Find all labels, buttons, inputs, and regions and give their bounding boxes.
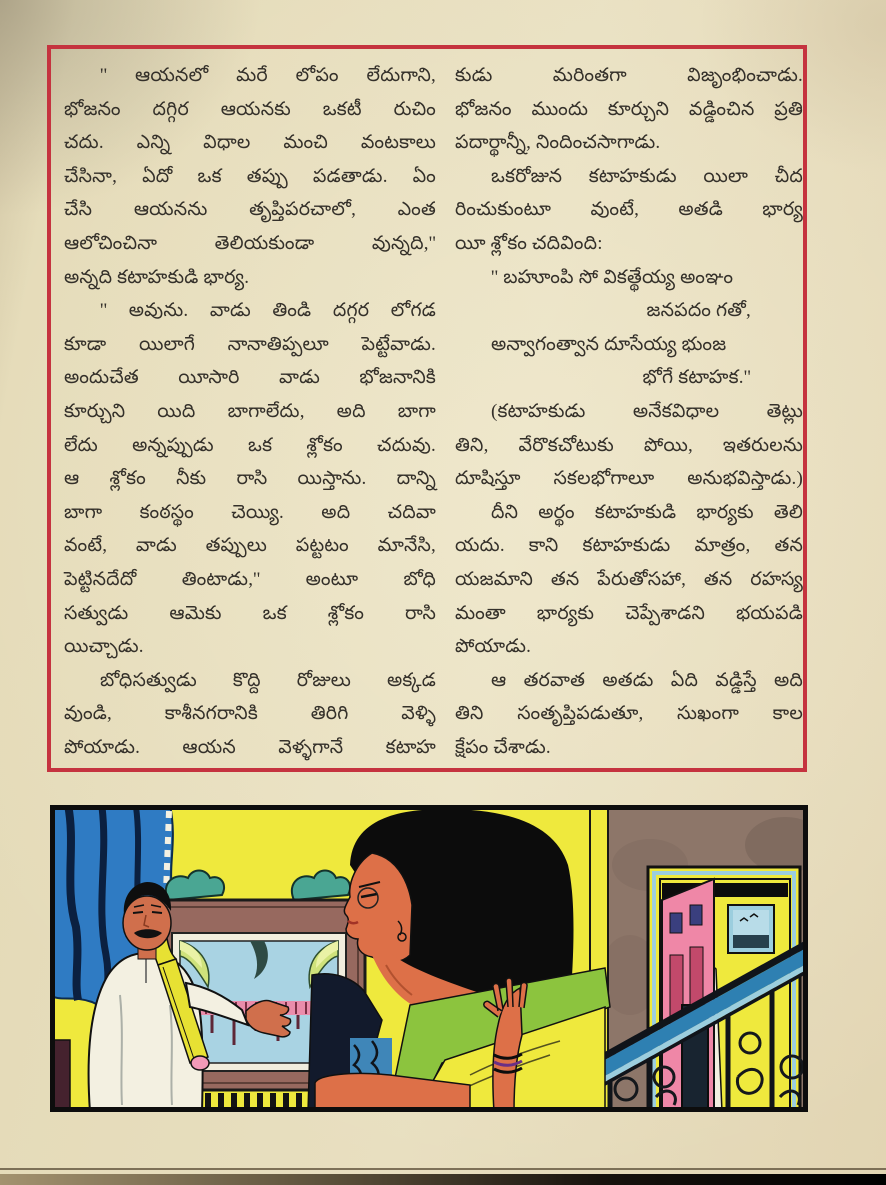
story-text-line: '' అవును. వాడు తిండి దగ్గర లోగడ [100, 300, 436, 322]
story-text-line: వుండి, కాశీనగరానికి తిరిగి వెళ్ళి [64, 703, 436, 725]
story-text-line: లేదు అన్నప్పుడు ఒక శ్లోకం చదువు. [64, 434, 436, 456]
story-column-right [455, 59, 803, 764]
story-text-line: దూషిస్తూ సకలభోగాలూ అనుభవిస్తాడు.) [455, 468, 803, 490]
story-text-line: జనపదం గతో, [646, 300, 751, 322]
story-text-line: యిచ్చాడు. [64, 636, 144, 658]
story-text-line: చేసి ఆయనను తృప్తిపరచాలో, ఎంత [64, 199, 436, 221]
story-text-box [47, 45, 807, 772]
story-text-line: పదార్థాన్నీ, నిందించసాగాడు. [455, 132, 661, 154]
story-text-line: యజమాని తన పేరుతోసహా, తన రహస్య [455, 568, 803, 590]
story-column-left [64, 59, 436, 764]
story-text-line: బాగా కంఠస్థం చెయ్యి. అది చదివా [64, 501, 436, 523]
wall-picture [728, 905, 774, 953]
story-text-line: మంతా భార్యకు చెప్పేశాడని భయపడి [455, 602, 803, 624]
story-text-line: దీని అర్థం కటాహకుడి భార్యకు తెలి [491, 501, 803, 523]
story-text-line: అన్నది కటాహకుడి భార్య. [64, 266, 250, 288]
story-text-line: కూర్చుని యిది బాగాలేదు, అది బాగా [64, 400, 436, 422]
story-text-line: ఆలోచించినా తెలియకుండా వున్నది,'' [64, 232, 436, 254]
story-text-line: యీ శ్లోకం చదివింది: [455, 232, 603, 254]
page-bottom-edge [0, 1174, 886, 1185]
story-text-line: పెట్టినదేదో తింటాడు,'' అంటూ బోధి [64, 568, 436, 590]
story-text-line: యదు. కాని కటాహకుడు మాత్రం, తన [455, 535, 803, 557]
story-text-line: తిని, వేరొకచోటుకు పోయి, ఇతరులను [455, 434, 803, 456]
story-text-line: పోయాడు. ఆయన వెళ్ళగానే కటాహ [64, 736, 436, 758]
story-text-line: '' బహూంపి సో వికత్థేయ్య అంఞం [491, 266, 734, 288]
story-text-line: కుడు మరింతగా విజృంభించాడు. [455, 65, 803, 86]
story-text-line: భోజనం ముందు కూర్చుని వడ్డించిన ప్రతి [455, 98, 803, 120]
story-text-line: ఆ తరవాత అతడు ఏది వడ్డిస్తే అది [491, 669, 803, 691]
story-text-line: కూడా యిలాగే నానాతిప్పలూ పెట్టేవాడు. [64, 333, 436, 355]
story-text-line: అన్వాగంత్వాన దూసేయ్య భుంజ [491, 333, 727, 355]
pink-cup [191, 1056, 209, 1070]
story-text-line: తిని సంతృప్తిపడుతూ, సుఖంగా కాల [455, 703, 803, 725]
story-text-line: రించుకుంటూ వుంటే, అతడి భార్య [455, 199, 803, 221]
story-text-line: '' ఆయనలో మరే లోపం లేదుగాని, [100, 65, 436, 86]
story-text-line: క్షేపం చేశాడు. [455, 736, 551, 758]
story-text-line: ఆ శ్లోకం నీకు రాసి యిస్తాను. దాన్ని [64, 468, 436, 490]
story-text-line: పోయాడు. [455, 636, 532, 658]
man-head [123, 896, 171, 950]
story-text-line: చేసినా, ఏదో ఒక తప్పు పడతాడు. ఏం [64, 165, 436, 187]
story-text-line: (కటాహకుడు అనేకవిధాల తెట్లు [491, 400, 803, 422]
story-text-line: బోధిసత్వుడు కొద్ది రోజులు అక్కడ [100, 669, 436, 691]
story-text-line: ఒకరోజున కటాహకుడు యిలా చీద [491, 165, 803, 187]
story-text-line: భోజనం దగ్గిర ఆయనకు ఒకటీ రుచిం [64, 98, 436, 120]
story-text-line: వంటే, వాడు తప్పులు పట్టటం మానేసి, [64, 535, 436, 557]
paper-crease [0, 1168, 886, 1170]
story-text-line: చదు. ఎన్ని విధాల మంచి వంటకాలు [64, 132, 436, 154]
story-text-line: అందుచేత యీసారి వాడు భోజనానికి [64, 367, 436, 389]
story-text-line: సత్వుడు ఆమెకు ఒక శ్లోకం రాసి [64, 602, 436, 624]
story-illustration [50, 805, 808, 1112]
story-text-line: భోగే కటాహక.'' [642, 367, 751, 389]
